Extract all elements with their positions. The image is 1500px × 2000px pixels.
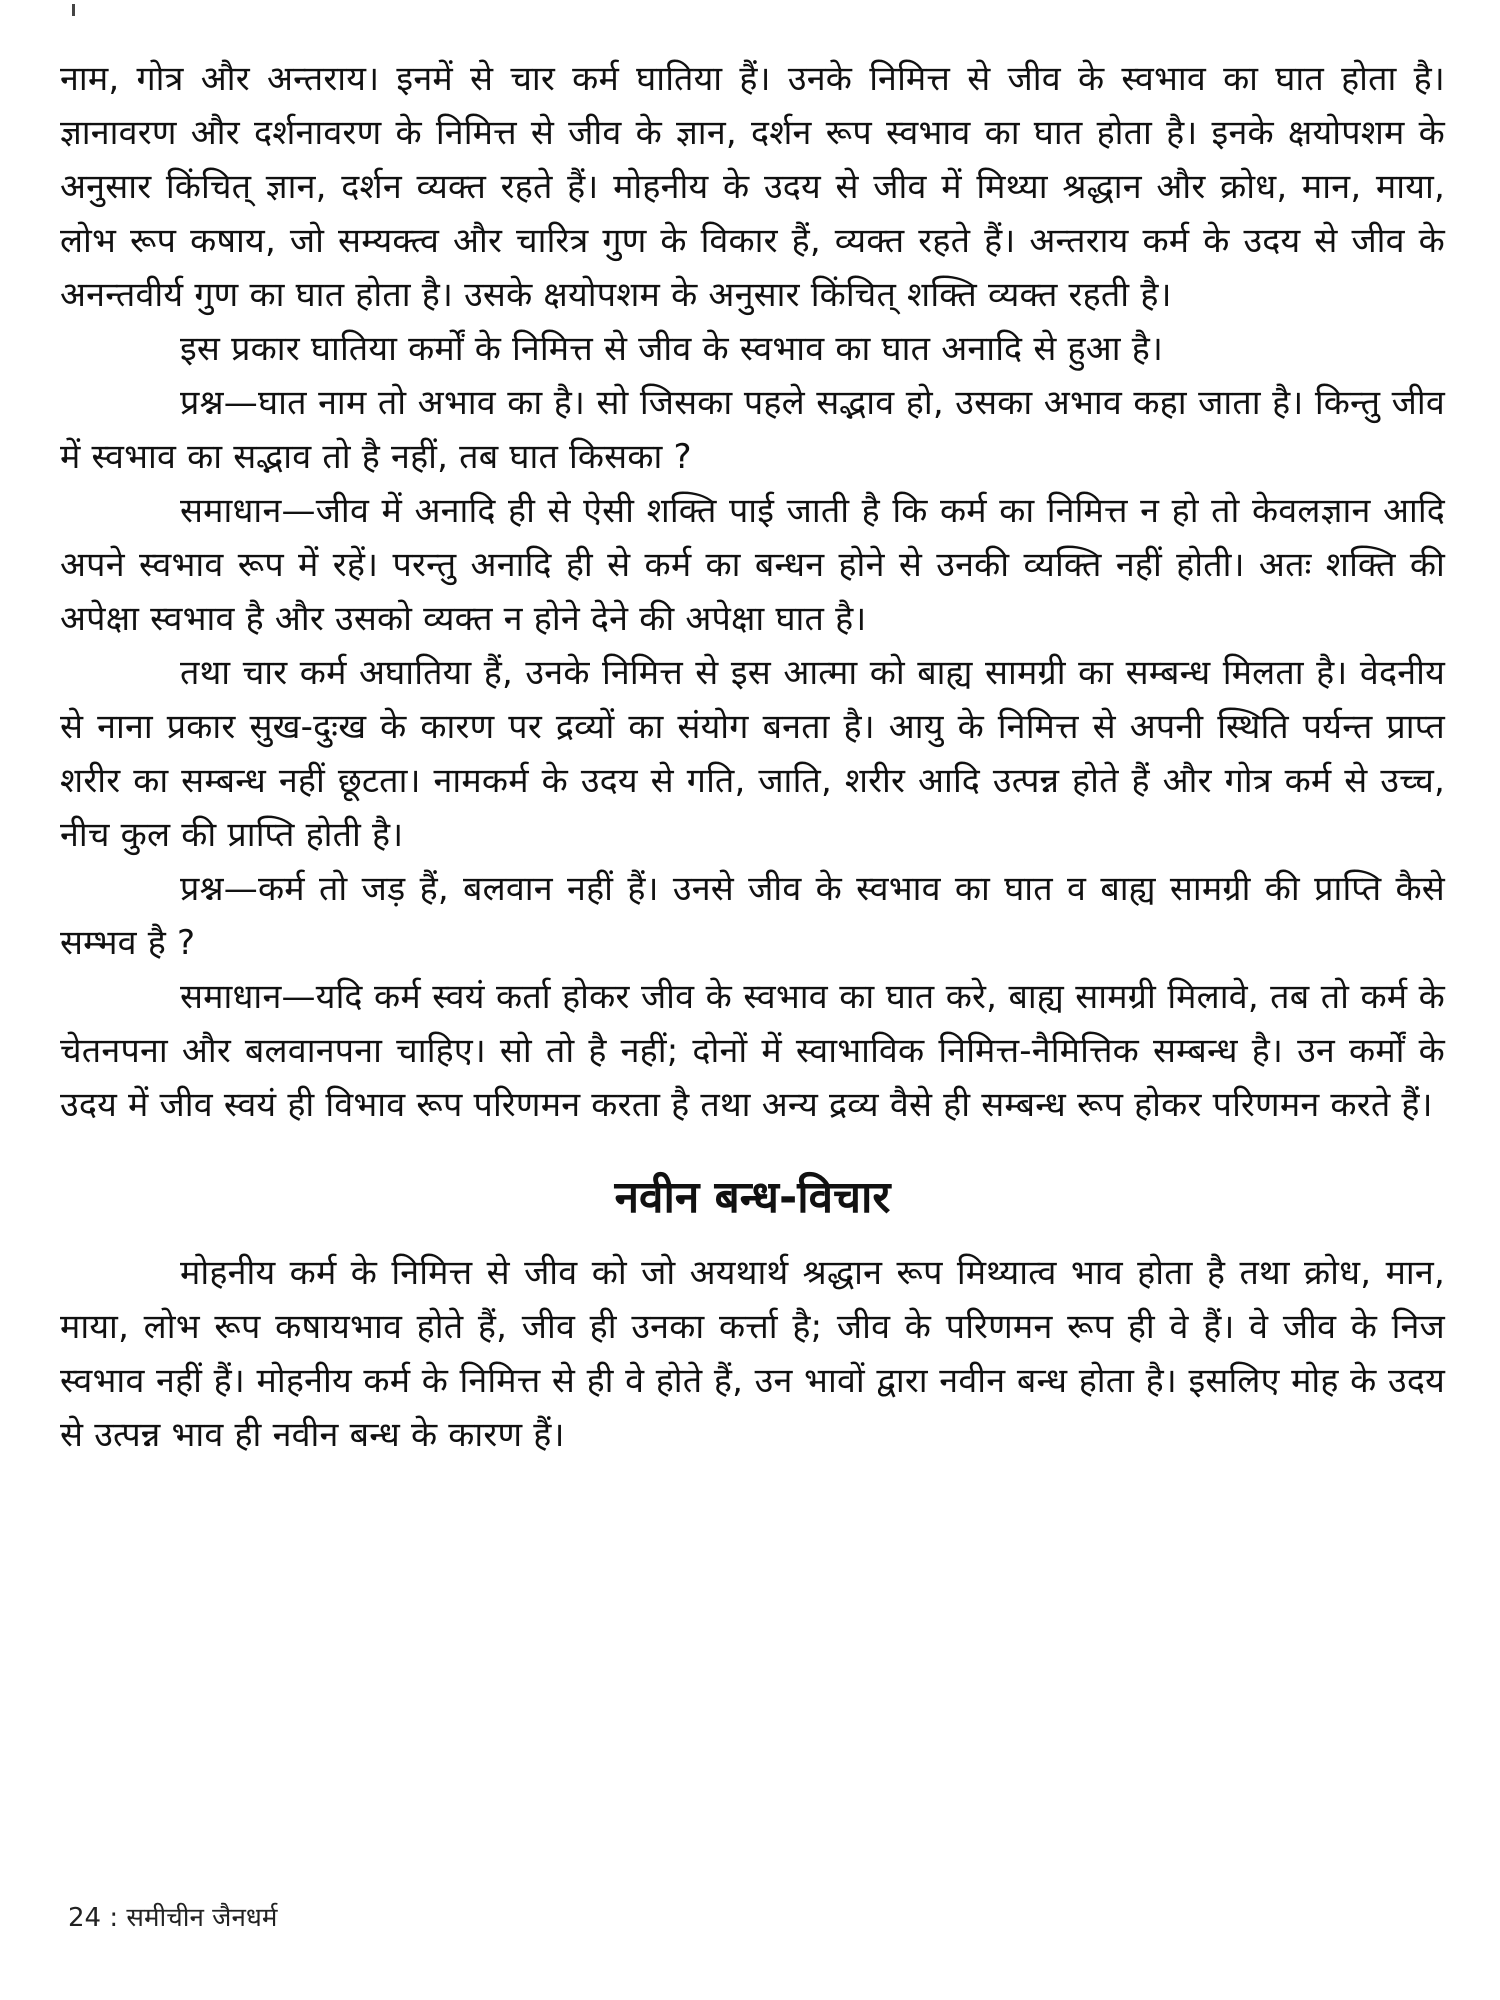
paragraph: इस प्रकार घातिया कर्मों के निमित्त से जीव के स्वभाव का घात अनादि से हुआ है। bbox=[180, 329, 1164, 369]
section-heading: नवीन बन्ध-विचार bbox=[614, 1172, 891, 1223]
text-block-after-heading bbox=[60, 1246, 1445, 1462]
paragraph: तथा चार कर्म अघातिया हैं, उनके निमित्त से इस आत्मा को बाह्य सामग्री का सम्बन्ध मिलता है। वेदनीय से नाना प्रकार सुख-दुःख के कारण पर द्रव्यों का संयोग बनता है। आयु के निमित्त से अपनी स्थिति पर्यन्त प्राप्त शरीर का सम्बन्ध नहीं छूटता। नामकर्म के उदय से गति, जाति, शरीर आदि उत्पन्न होते हैं और गोत्र कर्म से उच्च, नीच कुल की प्राप्ति होती है। bbox=[60, 653, 1445, 855]
answer-paragraph: समाधान—जीव में अनादि ही से ऐसी शक्ति पाई जाती है कि कर्म का निमित्त न हो तो केवलज्ञान आदि अपने स्वभाव रूप में रहें। परन्तु अनादि ही से कर्म का बन्धन होने से उनकी व्यक्ति नहीं होती। अतः शक्ति की अपेक्षा स्वभाव है और उसको व्यक्त न होने देने की अपेक्षा घात है। bbox=[60, 491, 1445, 639]
page-footer: 24 : समीचीन जैनधर्म bbox=[68, 1903, 278, 1933]
question-paragraph: प्रश्न—घात नाम तो अभाव का है। सो जिसका पहले सद्भाव हो, उसका अभाव कहा जाता है। किन्तु जीव में स्वभाव का सद्भाव तो है नहीं, तब घात किसका ? bbox=[60, 383, 1445, 477]
text-block-before-heading bbox=[60, 52, 1445, 1132]
question-paragraph: प्रश्न—कर्म तो जड़ हैं, बलवान नहीं हैं। उनसे जीव के स्वभाव का घात व बाह्य सामग्री की प्राप्ति कैसे सम्भव है ? bbox=[60, 869, 1445, 963]
paragraph: मोहनीय कर्म के निमित्त से जीव को जो अयथार्थ श्रद्धान रूप मिथ्यात्व भाव होता है तथा क्रोध, मान, माया, लोभ रूप कषायभाव होते हैं, जीव ही उनका कर्त्ता है; जीव के परिणमन रूप ही वे हैं। वे जीव के निज स्वभाव नहीं हैं। मोहनीय कर्म के निमित्त से ही वे होते हैं, उन भावों द्वारा नवीन बन्ध होता है। इसलिए मोह के उदय से उत्पन्न भाव ही नवीन बन्ध के कारण हैं। bbox=[60, 1253, 1445, 1455]
page-body bbox=[60, 52, 1445, 1462]
paragraph: नाम, गोत्र और अन्तराय। इनमें से चार कर्म घातिया हैं। उनके निमित्त से जीव के स्वभाव का घात होता है। ज्ञानावरण और दर्शनावरण के निमित्त से जीव के ज्ञान, दर्शन रूप स्वभाव का घात होता है। इनके क्षयोपशम के अनुसार किंचित् ज्ञान, दर्शन व्यक्त रहते हैं। मोहनीय के उदय से जीव में मिथ्या श्रद्धान और क्रोध, मान, माया, लोभ रूप कषाय, जो सम्यक्त्व और चारित्र गुण के विकार हैं, व्यक्त रहते हैं। अन्तराय कर्म के उदय से जीव के अनन्तवीर्य गुण का घात होता है। उसके क्षयोपशम के अनुसार किंचित् शक्ति व्यक्त रहती है। bbox=[60, 59, 1445, 315]
scan-mark bbox=[72, 4, 75, 16]
answer-paragraph: समाधान—यदि कर्म स्वयं कर्ता होकर जीव के स्वभाव का घात करे, बाह्य सामग्री मिलावे, तब तो कर्म के चेतनपना और बलवानपना चाहिए। सो तो है नहीं; दोनों में स्वाभाविक निमित्त-नैमित्तिक सम्बन्ध है। उन कर्मों के उदय में जीव स्वयं ही विभाव रूप परिणमन करता है तथा अन्य द्रव्य वैसे ही सम्बन्ध रूप होकर परिणमन करते हैं। bbox=[60, 977, 1445, 1125]
